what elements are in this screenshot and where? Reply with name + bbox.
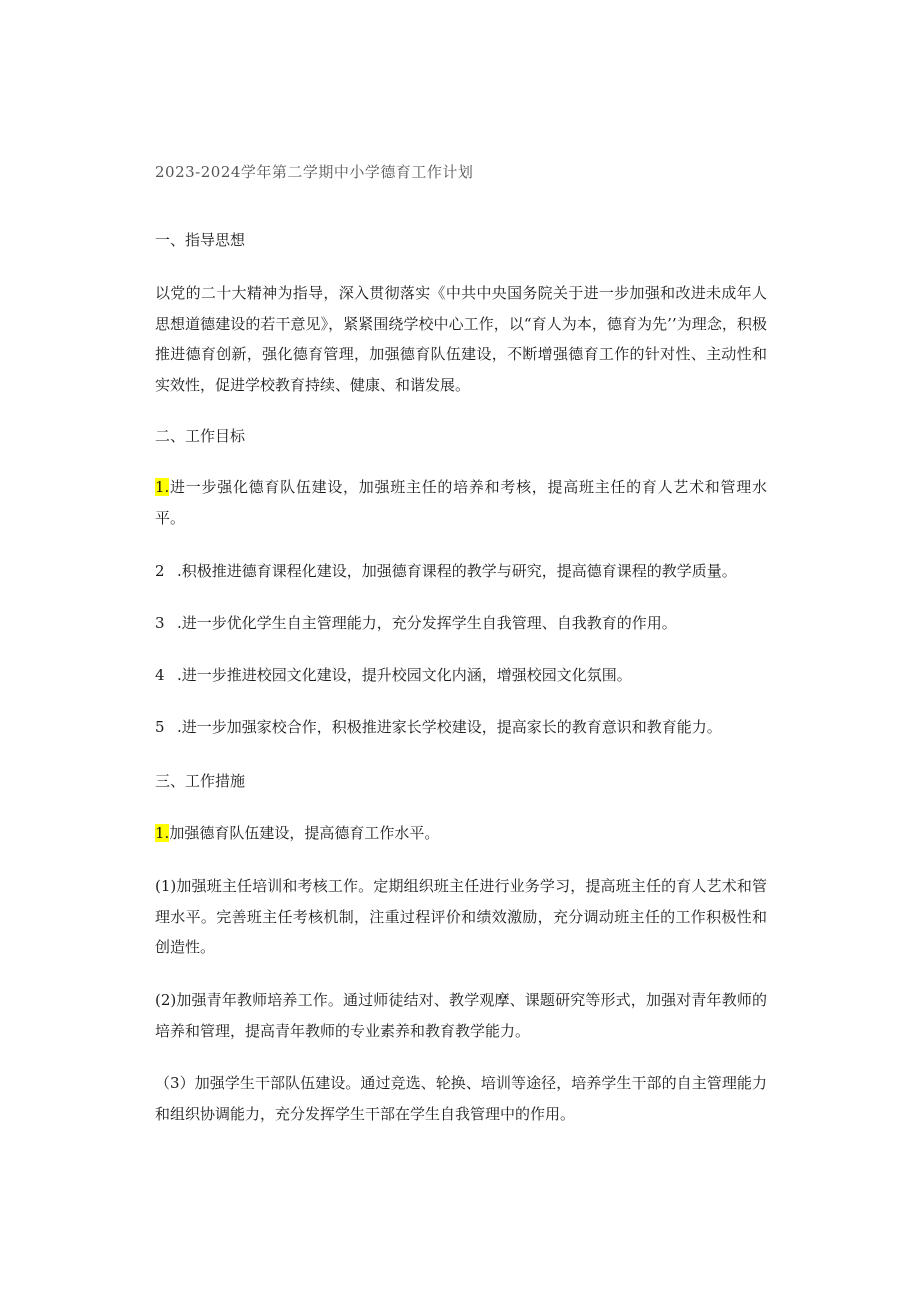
goal-item-3-number: 3 xyxy=(155,614,165,632)
goal-item-2-text: .积极推进德育课程化建设，加强德育课程的教学与研究，提高德育课程的教学质量。 xyxy=(177,562,737,580)
measure-item-2: (2)加强青年教师培养工作。通过师徒结对、教学观摩、课题研究等形式，加强对青年教师的培养和管理，提高青年教师的专业素养和教育教学能力。 xyxy=(155,991,767,1040)
measure-sub-1-number: 1. xyxy=(155,824,170,842)
goal-item-1 xyxy=(155,472,767,533)
guiding-ideology-paragraph: 以党的二十大精神为指导，深入贯彻落实《中共中央国务院关于进一步加强和改进未成年人思想道德建设的若干意见》，紧紧围绕学校中心工作，以“育人为本，德育为先’’为理念，积极推进德育创新，强化德育管理，加强德育队伍建设，不断增强德育工作的针对性、主动性和实效性，促进学校教育持续、健康、和谐发展。 xyxy=(155,284,767,394)
goal-item-1-text: 进一步强化德育队伍建设，加强班主任的培养和考核，提高班主任的育人艺术和管理水平。 xyxy=(155,478,767,527)
goal-item-5 xyxy=(155,712,767,742)
section-heading-work-goals: 二、工作目标 xyxy=(155,427,246,445)
section-heading-guiding-ideology: 一、指导思想 xyxy=(155,231,246,249)
goal-item-1-number: 1. xyxy=(155,478,170,496)
goal-item-4-text: .进一步推进校园文化建设，提升校园文化内涵，增强校园文化氛围。 xyxy=(177,666,632,684)
measure-sub-1-text: 加强德育队伍建设，提高德育工作水平。 xyxy=(169,824,440,842)
measure-item-1: (1)加强班主任培训和考核工作。定期组织班主任进行业务学习，提高班主任的育人艺术和管理水平。完善班主任考核机制，注重过程评价和绩效激励，充分调动班主任的工作积极性和创造性。 xyxy=(155,877,767,956)
document-title: 2023-2024学年第二学期中小学德育工作计划 xyxy=(155,163,474,181)
goal-item-5-number: 5 xyxy=(155,718,165,736)
goal-item-3-text: .进一步优化学生自主管理能力，充分发挥学生自我管理、自我教育的作用。 xyxy=(177,614,677,632)
goal-item-2-number: 2 xyxy=(155,562,165,580)
measure-item-3: （3）加强学生干部队伍建设。通过竞选、轮换、培训等途径，培养学生干部的自主管理能力和组织协调能力，充分发挥学生干部在学生自我管理中的作用。 xyxy=(155,1074,767,1123)
section-heading-work-measures: 三、工作措施 xyxy=(155,772,246,790)
goal-item-2 xyxy=(155,556,767,586)
goal-item-4-number: 4 xyxy=(155,666,165,684)
measure-sub-1 xyxy=(155,818,767,848)
goal-item-4 xyxy=(155,660,767,690)
goal-item-5-text: .进一步加强家校合作，积极推进家长学校建设，提高家长的教育意识和教育能力。 xyxy=(177,718,722,736)
goal-item-3 xyxy=(155,608,767,638)
